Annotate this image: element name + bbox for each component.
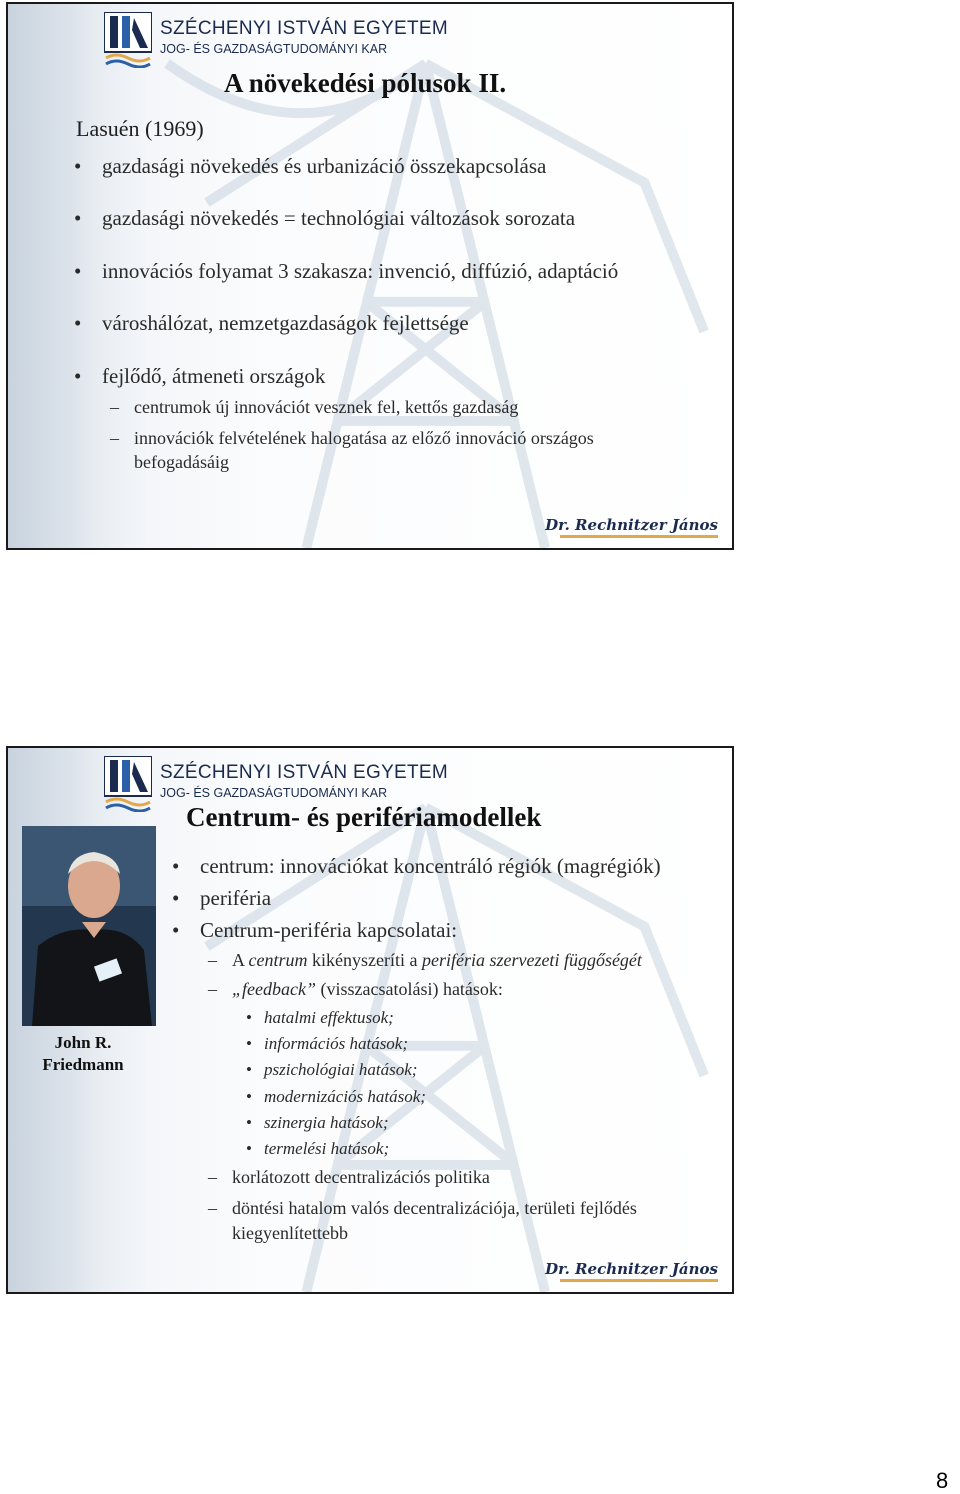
university-logo	[104, 12, 449, 72]
sub-bullet-item: – innovációk felvételének halogatása az előző innováció országos befogadásáig	[134, 426, 674, 474]
effect-item: • információs hatások;	[264, 1034, 408, 1054]
text-run: A	[232, 950, 249, 970]
bullet-item: • Centrum-periféria kapcsolatai:	[200, 918, 457, 943]
logo-mark-icon	[104, 756, 152, 812]
text-run-italic: periféria szervezeti függőségét	[421, 950, 642, 970]
logo-mark-icon	[104, 12, 152, 68]
effect-item: • szinergia hatások;	[264, 1113, 389, 1133]
portrait-photo	[22, 826, 156, 1026]
bullet-item: • centrum: innovációkat koncentráló régiók (magrégiók)	[200, 854, 661, 879]
university-name: SZÉCHENYI ISTVÁN EGYETEM	[160, 18, 449, 39]
bullet-item: • periféria	[200, 886, 271, 911]
bullet-item: • gazdasági növekedés = technológiai változások sorozata	[102, 206, 575, 231]
author-signature: Dr. Rechnitzer János	[545, 1260, 718, 1278]
sub-bullet-item: – döntési hatalom valós decentralizációja, területi fejlődés kiegyenlítettebb	[232, 1196, 712, 1246]
bullet-item: • városhálózat, nemzetgazdaságok fejlettsége	[102, 311, 469, 336]
slide-title: Centrum- és perifériamodellek	[186, 802, 542, 832]
effect-item: • modernizációs hatások;	[264, 1087, 426, 1107]
sub-bullet-feedback	[232, 979, 503, 1000]
author-underline	[560, 1279, 718, 1282]
slide-growth-poles-2	[6, 2, 734, 550]
bullet-item: • gazdasági növekedés és urbanizáció összekapcsolása	[102, 154, 546, 179]
text-run-italic: „feedback”	[232, 979, 316, 999]
author-signature: Dr. Rechnitzer János	[545, 516, 718, 534]
bullet-item: • fejlődő, átmeneti országok	[102, 364, 325, 389]
university-name: SZÉCHENYI ISTVÁN EGYETEM	[160, 762, 449, 783]
page-number: 8	[936, 1468, 949, 1493]
effect-item: • hatalmi effektusok;	[264, 1008, 394, 1028]
faculty-name: JOG- ÉS GAZDASÁGTUDOMÁNYI KAR	[160, 42, 388, 56]
effect-item: • pszichológiai hatások;	[264, 1060, 417, 1080]
text-run: (visszacsatolási) hatások:	[315, 979, 503, 999]
author-underline	[560, 535, 718, 538]
bullet-item: • innovációs folyamat 3 szakasza: invenció, diffúzió, adaptáció	[102, 259, 618, 284]
sub-bullet-item: – korlátozott decentralizációs politika	[232, 1167, 490, 1188]
slide-center-periphery	[6, 746, 734, 1294]
photo-caption: John R. Friedmann	[42, 1033, 124, 1074]
faculty-name: JOG- ÉS GAZDASÁGTUDOMÁNYI KAR	[160, 786, 388, 800]
text-run-italic: centrum	[248, 950, 308, 970]
slide-subtitle: Lasuén (1969)	[76, 116, 204, 141]
sub-bullet-item: – centrumok új innovációt vesznek fel, kettős gazdaság	[134, 397, 518, 418]
effect-item: • termelési hatások;	[264, 1139, 389, 1159]
text-run: kikényszeríti a	[307, 950, 422, 970]
slide-title: A növekedési pólusok II.	[224, 68, 507, 98]
sub-bullet-centrum-dependency	[232, 950, 642, 971]
